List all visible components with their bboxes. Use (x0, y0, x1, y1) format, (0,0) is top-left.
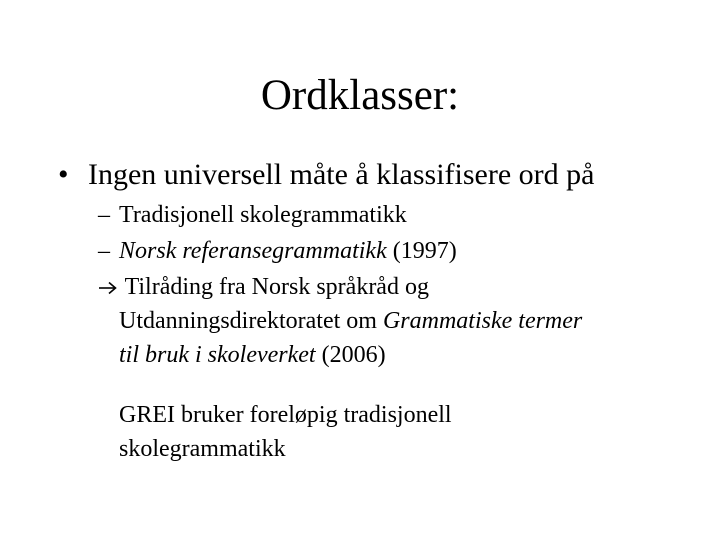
recommendation-line-2-italic: Grammatiske termer (382, 308, 583, 334)
subitem-year: (1997) (386, 238, 457, 264)
recommendation-line-3-plain: (2006) (315, 342, 386, 368)
grei-note-line-2: skolegrammatikk (119, 436, 286, 462)
recommendation-line-1: Tilråding fra Norsk språkråd og (119, 274, 429, 300)
subitem-recommendation (98, 269, 429, 305)
main-bullet (58, 157, 594, 193)
grei-note-line-1: GREI bruker foreløpig tradisjonell (119, 402, 452, 428)
recommendation-line-3-italic: til bruk i skoleverket (119, 342, 316, 368)
subitem-traditional-grammar (98, 197, 407, 233)
dash-marker: – (98, 202, 110, 228)
subitem-reference-grammar (98, 233, 457, 269)
subitem-text: Tradisjonell skolegrammatikk (119, 202, 407, 228)
right-arrow-icon (98, 280, 119, 296)
recommendation-line-3 (119, 337, 386, 373)
main-bullet-text: Ingen universell måte å klassifisere ord på (88, 158, 595, 191)
recommendation-line-2 (119, 303, 582, 339)
subitem-italic-title: Norsk referansegrammatikk (119, 238, 387, 264)
dash-marker: – (98, 238, 110, 264)
recommendation-line-2-plain: Utdanningsdirektoratet om (119, 308, 383, 334)
bullet-marker: • (58, 158, 69, 191)
slide-title: Ordklasser: (260, 72, 460, 119)
